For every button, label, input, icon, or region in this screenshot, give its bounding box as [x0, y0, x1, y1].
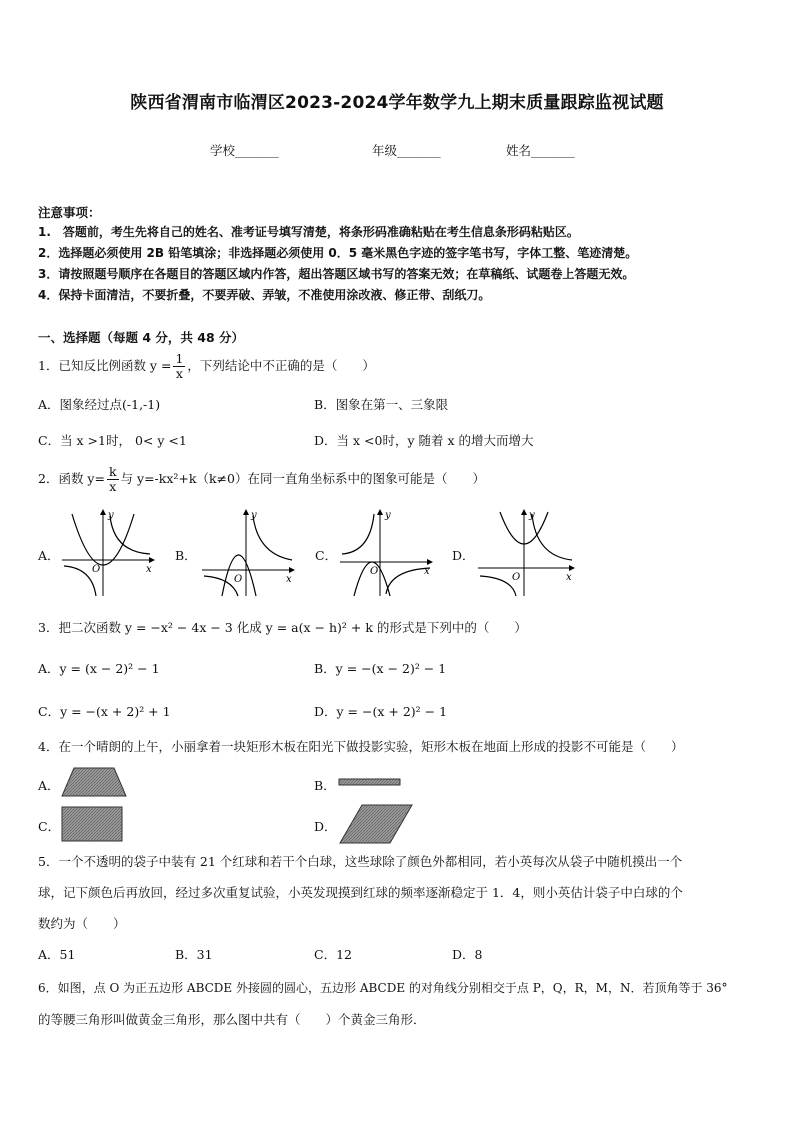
- graph-option-a: [58, 506, 158, 598]
- option-b: B．31: [175, 947, 213, 962]
- question-5-stem-line3: 数约为（ ）: [38, 916, 126, 931]
- origin-label: O: [234, 574, 243, 585]
- origin-label: O: [370, 566, 379, 577]
- grade-field: 年级_______: [372, 143, 441, 158]
- exam-title: 陕西省渭南市临渭区2023-2024学年数学九上期末质量跟踪监视试题: [130, 93, 664, 113]
- x-label: x: [146, 564, 152, 575]
- x-label: x: [424, 566, 430, 577]
- note-item: 2．选择题必须使用 2B 铅笔填涂；非选择题必须使用 0．5 毫米黑色字迹的签字笔书写，字体工整、笔迹清楚。: [38, 246, 638, 260]
- option-c: C．当 x >1时， 0< y <1: [38, 433, 187, 448]
- graph-option-d: [474, 506, 578, 598]
- option-a-label: A．: [38, 548, 60, 563]
- option-b: B．图象在第一、三象限: [314, 397, 449, 412]
- q1-stem-pre: 1．已知反比例函数 y =: [38, 358, 172, 373]
- hyperbola-branch: [204, 576, 238, 596]
- option-c: C．12: [314, 947, 352, 962]
- hyperbola-branch: [480, 576, 516, 596]
- graph-option-b: [198, 506, 298, 598]
- question-1-stem: [38, 352, 375, 381]
- question-3-stem: 3．把二次函数 y = −x² − 4x − 3 化成 y = a(x − h)² + k 的形式是下列中的（ ）: [38, 620, 527, 635]
- notes-heading: 注意事项：: [38, 205, 101, 220]
- question-6-stem-line2: 的等腰三角形叫做黄金三角形，那么图中共有（ ）个黄金三角形．: [38, 1012, 426, 1027]
- option-c-label: C．: [38, 819, 61, 834]
- option-b-label: B．: [314, 778, 336, 793]
- fraction: [107, 465, 119, 494]
- q1-stem-post: ，下列结论中不正确的是（ ）: [187, 358, 375, 373]
- option-d: D．y = −(x + 2)² − 1: [314, 704, 448, 719]
- option-b: B．y = −(x − 2)² − 1: [314, 661, 447, 676]
- thin-rectangle: [339, 779, 400, 785]
- y-label: y: [385, 510, 391, 521]
- fraction: [173, 352, 185, 381]
- fraction-denominator: x: [175, 366, 183, 381]
- fraction-numerator: k: [108, 464, 117, 479]
- question-6-stem-line1: 6．如图，点 O 为正五边形 ABCDE 外接圆的圆心，五边形 ABCDE 的对角线分别相交于点 P，Q，R，M，N．若顶角等于 36°: [38, 981, 728, 995]
- note-item: 3．请按照题号顺序在各题目的答题区域内作答，超出答题区域书写的答案无效；在草稿纸、试题卷上答题无效。: [38, 267, 635, 281]
- origin-label: O: [92, 564, 101, 575]
- option-d: D．8: [452, 947, 483, 962]
- option-a: A．图象经过点(-1,-1): [38, 397, 161, 412]
- parallelogram: [340, 805, 412, 843]
- thin-rectangle-shape: [338, 778, 402, 788]
- option-a: A．y = (x − 2)² − 1: [38, 661, 160, 676]
- option-d: D．当 x <0时，y 随着 x 的增大而增大: [314, 433, 534, 448]
- y-label: y: [251, 510, 257, 521]
- hyperbola-branch: [532, 514, 572, 560]
- graph-option-c: [336, 506, 436, 598]
- question-4-stem: 4．在一个晴朗的上午，小丽拿着一块矩形木板在阳光下做投影实验，矩形木板在地面上形成的投影不可能是（ ）: [38, 739, 684, 754]
- rectangle: [62, 807, 122, 841]
- q2-stem-pre: 2．函数 y=: [38, 471, 105, 486]
- y-label: y: [108, 510, 114, 521]
- trapezoid: [62, 768, 126, 796]
- note-item: 1. 答题前，考生先将自己的姓名、准考证号填写清楚，将条形码准确粘贴在考生信息条形码粘贴区。: [38, 225, 579, 239]
- section-heading: 一、选择题（每题 4 分，共 48 分）: [38, 330, 245, 345]
- rectangle-shape: [60, 805, 124, 843]
- trapezoid-shape: [60, 766, 128, 798]
- option-d-label: D．: [452, 548, 475, 563]
- hyperbola-branch: [253, 516, 292, 560]
- option-a: A．51: [38, 947, 76, 962]
- x-label: x: [286, 574, 292, 585]
- fraction-numerator: 1: [175, 351, 184, 366]
- option-b-label: B．: [175, 548, 197, 563]
- question-5-stem-line1: 5．一个不透明的袋子中装有 21 个红球和若干个白球，这些球除了颜色外都相同，若小英每次从袋子中随机摸出一个: [38, 854, 683, 869]
- option-d-label: D．: [314, 819, 337, 834]
- name-field: 姓名_______: [506, 143, 575, 158]
- school-field: 学校_______: [210, 143, 279, 158]
- x-label: x: [566, 572, 572, 583]
- fraction-denominator: x: [109, 479, 117, 494]
- option-a-label: A．: [38, 778, 60, 793]
- option-c-label: C．: [315, 548, 338, 563]
- question-5-stem-line2: 球，记下颜色后再放回，经过多次重复试验，小英发现摸到红球的频率逐渐稳定于 1．4，则小英估计袋子中白球的个: [38, 885, 683, 900]
- option-c: C．y = −(x + 2)² + 1: [38, 704, 171, 719]
- hyperbola-branch: [110, 516, 150, 554]
- parallelogram-shape: [338, 803, 414, 845]
- hyperbola-branch: [342, 514, 374, 554]
- y-label: y: [529, 510, 535, 521]
- question-2-stem: [38, 465, 485, 494]
- note-item: 4．保持卡面清洁，不要折叠，不要弄破、弄皱，不准使用涂改液、修正带、刮纸刀。: [38, 288, 491, 302]
- q2-stem-post: 与 y=-kx²+k（k≠0）在同一直角坐标系中的图象可能是（ ）: [120, 471, 485, 486]
- origin-label: O: [512, 572, 521, 583]
